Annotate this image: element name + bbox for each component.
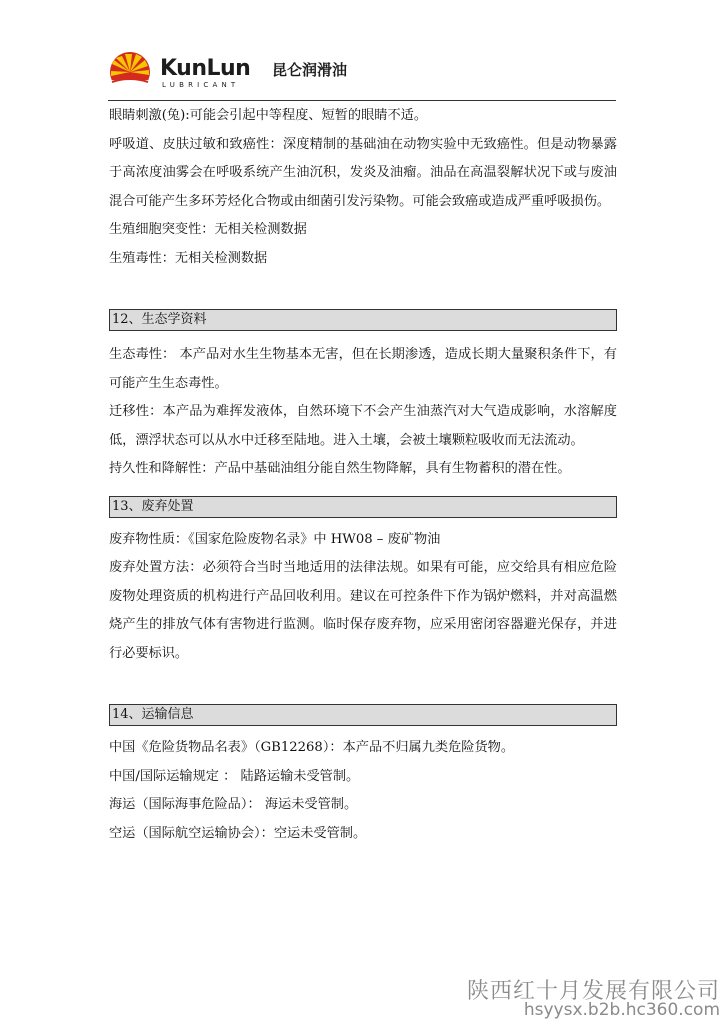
kunlun-logo-icon xyxy=(108,50,152,94)
persistence-text: 持久性和降解性：产品中基础油组分能自然生物降解，具有生物蓄积的潜在性。 xyxy=(109,461,571,476)
transport-china-text: 中国《危险货物品名表》（GB12268）：本产品不归属九类危险货物。 xyxy=(109,740,515,755)
respiratory-text: 呼吸道、皮肤过敏和致癌性：深度精制的基础油在动物实验中无致癌性。但是动物暴露于高浓度油雾会在呼吸系统产生油沉积，发炎及油瘤。油品在高温裂解状况下或与废油混合可能产生多环芳烃化合物或由细菌引发污染物。可能会致癌或造成严重呼吸损伤。 xyxy=(109,136,617,209)
brand-subtitle: LUBRICANT xyxy=(162,81,240,89)
watermark-url: hsyysx.b2b.hc360.com xyxy=(523,1000,720,1020)
mobility-text: 迁移性：本产品为难挥发液体，自然环境下不会产生油蒸汽对大气造成影响，水溶解度低，漂浮状态可以从水中迁移至陆地。进入土壤，会被土壤颗粒吸收而无法流动。 xyxy=(109,404,617,448)
section-header-13: 13、废弃处置 xyxy=(109,496,617,518)
brand-name-cn: 昆仑润滑油 xyxy=(272,61,348,79)
document-body xyxy=(109,100,617,848)
brand-name: KunLun xyxy=(160,56,251,81)
eye-irritation-text: 眼睛刺激(兔):可能会引起中等程度、短暂的眼睛不适。 xyxy=(109,108,428,123)
germ-cell-text: 生殖细胞突变性：无相关检测数据 xyxy=(109,222,307,237)
section-header-12: 12、生态学资料 xyxy=(109,309,617,331)
reproductive-toxicity-text: 生殖毒性：无相关检测数据 xyxy=(109,250,268,266)
watermark-company: 陕西红十月发展有限公司 xyxy=(466,979,720,1004)
transport-air-text: 空运（国际航空运输协会）：空运未受管制。 xyxy=(109,825,367,841)
waste-nature-text: 废弃物性质：《国家危险废物名录》中 HW08 – 废矿物油 xyxy=(109,531,441,547)
ecotoxicity-text: 生态毒性： 本产品对水生生物基本无害，但在长期渗透，造成长期大量聚积条件下，有可能产生生态毒性。 xyxy=(109,347,617,391)
transport-land-text: 中国/国际运输规定 ： 陆路运输未受管制。 xyxy=(109,768,360,784)
section-header-14: 14、运输信息 xyxy=(109,704,617,726)
transport-sea-text: 海运（国际海事危险品）： 海运未受管制。 xyxy=(109,797,358,812)
document-header xyxy=(108,46,618,100)
disposal-method-text: 废弃处置方法：必须符合当时当地适用的法律法规。如果有可能，应交给具有相应危险废物处理资质的机构进行产品回收利用。建议在可控条件下作为锅炉燃料，并对高温燃烧产生的排放气体有害物进行监测。临时保存废弃物，应采用密闭容器避光保存，并进行必要标识。 xyxy=(109,560,617,661)
